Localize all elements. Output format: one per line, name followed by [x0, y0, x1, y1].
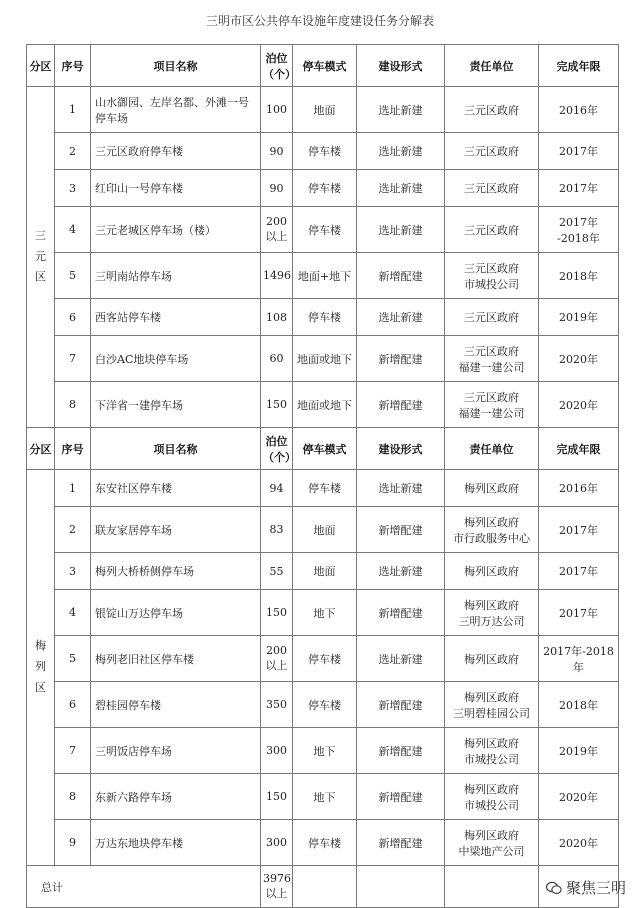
- parking-mode-cell: 地面或地下: [293, 382, 357, 428]
- table-row: [27, 774, 619, 820]
- unit-line2: 三明万达公司: [458, 614, 525, 628]
- completion-year-cell: [539, 470, 619, 507]
- total-spaces: [261, 866, 293, 908]
- watermark-text: 聚焦三明: [565, 879, 626, 897]
- build-form-cell: 新增配建: [357, 507, 445, 553]
- seq-cell: 6: [55, 682, 91, 728]
- completion-year-cell: [539, 590, 619, 636]
- parking-task-table: [26, 44, 619, 908]
- spaces-line1: 90: [269, 181, 284, 195]
- spaces-cell: [261, 207, 293, 253]
- district-char: 梅: [35, 639, 46, 653]
- year-line1: 2016年: [559, 103, 598, 117]
- unit-line2: 市行政服务中心: [453, 531, 530, 545]
- project-name-cell: [91, 728, 261, 774]
- build-form-cell: 新增配建: [357, 774, 445, 820]
- header-spaces-line2: （个）: [263, 67, 296, 81]
- unit-line2: 福建一建公司: [458, 360, 525, 374]
- build-form-cell: 新增配建: [357, 590, 445, 636]
- project-name-line1: 三元区政府停车楼: [95, 145, 183, 158]
- table-row: [27, 170, 619, 207]
- parking-mode-cell: 停车楼: [293, 470, 357, 507]
- unit-line2: 市城投公司: [464, 752, 519, 766]
- spaces-line1: 108: [266, 310, 287, 324]
- seq-cell: 7: [55, 336, 91, 382]
- year-line1: 2020年: [559, 790, 598, 804]
- responsible-unit-cell: [445, 170, 539, 207]
- district-char: 区: [35, 270, 46, 284]
- spaces-line2: 以上: [265, 230, 288, 243]
- spaces-cell: [261, 336, 293, 382]
- spaces-cell: [261, 820, 293, 866]
- project-name-line1: 梅列老旧社区停车楼: [95, 652, 194, 666]
- seq-cell: 5: [55, 636, 91, 682]
- year-line1: 2017年: [559, 182, 598, 195]
- wechat-icon: [546, 881, 562, 895]
- table-body: [27, 45, 619, 908]
- parking-mode-cell: 停车楼: [293, 636, 357, 682]
- project-name-cell: [91, 299, 261, 336]
- responsible-unit-cell: [445, 299, 539, 336]
- completion-year-cell: [539, 820, 619, 866]
- responsible-unit-cell: [445, 87, 539, 133]
- page-title: 三明市区公共停车设施年度建设任务分解表: [205, 14, 434, 28]
- completion-year-cell: [539, 170, 619, 207]
- unit-line1: 三元区政府: [464, 182, 519, 195]
- unit-line1: 三元区政府: [464, 103, 519, 117]
- district-char: 元: [35, 249, 46, 263]
- seq-cell: 4: [55, 207, 91, 253]
- responsible-unit-cell: [445, 636, 539, 682]
- completion-year-cell: [539, 253, 619, 299]
- build-form-cell: 选址新建: [357, 299, 445, 336]
- spaces-cell: [261, 470, 293, 507]
- build-form-cell: 选址新建: [357, 170, 445, 207]
- spaces-cell: [261, 87, 293, 133]
- spaces-cell: [261, 636, 293, 682]
- table-row: [27, 553, 619, 590]
- unit-line2: 福建一建公司: [458, 406, 525, 420]
- build-form-cell: 新增配建: [357, 682, 445, 728]
- completion-year-cell: [539, 636, 619, 682]
- responsible-unit-cell: [445, 207, 539, 253]
- district-char: 三: [35, 228, 46, 242]
- year-line1: 2019年: [559, 744, 598, 758]
- project-name-line1: 东安社区停车楼: [95, 482, 172, 495]
- spaces-line1: 300: [266, 744, 287, 757]
- seq-cell: 2: [55, 507, 91, 553]
- parking-mode-cell: 地下: [293, 728, 357, 774]
- total-spaces-line1: 3976: [263, 872, 291, 885]
- unit-line1: 三元区政府: [464, 344, 519, 358]
- parking-mode-cell: 地面+地下: [293, 253, 357, 299]
- project-name-cell: [91, 170, 261, 207]
- seq-cell: 9: [55, 820, 91, 866]
- header-spaces-line1: 泊位: [265, 434, 288, 448]
- completion-year-cell: [539, 728, 619, 774]
- header-row: [27, 428, 619, 470]
- header-seq: 序号: [55, 45, 91, 87]
- seq-cell: 8: [55, 774, 91, 820]
- table-row: [27, 336, 619, 382]
- unit-line1: 梅列区政府: [464, 690, 519, 704]
- unit-line1: 梅列区政府: [464, 828, 519, 842]
- parking-mode-cell: 地面: [293, 553, 357, 590]
- completion-year-cell: [539, 336, 619, 382]
- year-line1: 2017年-2018: [543, 644, 614, 658]
- year-line1: 2020年: [559, 836, 598, 850]
- table-row: [27, 728, 619, 774]
- parking-mode-cell: 地面或地下: [293, 336, 357, 382]
- completion-year-cell: [539, 553, 619, 590]
- spaces-cell: [261, 728, 293, 774]
- unit-line1: 三元区政府: [464, 311, 519, 324]
- spaces-cell: [261, 774, 293, 820]
- table-row: [27, 507, 619, 553]
- project-name-line1: 东新六路停车场: [95, 790, 172, 804]
- seq-cell: 1: [55, 470, 91, 507]
- seq-cell: 6: [55, 299, 91, 336]
- year-line1: 2017年: [559, 215, 598, 229]
- district-cell: [27, 87, 55, 428]
- build-form-cell: 新增配建: [357, 382, 445, 428]
- unit-line2: 中梁地产公司: [458, 844, 525, 858]
- seq-cell: 7: [55, 728, 91, 774]
- header-unit: 责任单位: [445, 45, 539, 87]
- header-district: 分区: [27, 45, 55, 87]
- table-row: [27, 382, 619, 428]
- unit-line1: 三元区政府: [464, 261, 519, 275]
- parking-mode-cell: 地面: [293, 507, 357, 553]
- watermark: [546, 877, 626, 898]
- table-row: [27, 87, 619, 133]
- project-name-line1: 西客站停车楼: [95, 311, 161, 324]
- empty-cell: [293, 866, 357, 908]
- project-name-cell: [91, 636, 261, 682]
- header-name: 项目名称: [91, 45, 261, 87]
- responsible-unit-cell: [445, 728, 539, 774]
- spaces-line1: 150: [266, 790, 287, 803]
- build-form-cell: 选址新建: [357, 133, 445, 170]
- year-line1: 2016年: [559, 482, 598, 495]
- unit-line2: 三明碧桂园公司: [453, 706, 530, 720]
- unit-line1: 梅列区政府: [464, 515, 519, 529]
- project-name-cell: [91, 553, 261, 590]
- spaces-line1: 1496: [263, 269, 291, 282]
- parking-mode-cell: 地下: [293, 590, 357, 636]
- responsible-unit-cell: [445, 774, 539, 820]
- parking-mode-cell: 停车楼: [293, 133, 357, 170]
- completion-year-cell: [539, 299, 619, 336]
- year-line2: -2018年: [557, 231, 600, 245]
- total-spaces-line2: 以上: [265, 887, 288, 900]
- completion-year-cell: [539, 682, 619, 728]
- header-mode: 停车模式: [293, 45, 357, 87]
- completion-year-cell: [539, 133, 619, 170]
- completion-year-cell: [539, 87, 619, 133]
- parking-mode-cell: 停车楼: [293, 820, 357, 866]
- year-line1: 2018年: [559, 698, 598, 712]
- spaces-line1: 100: [266, 103, 287, 116]
- responsible-unit-cell: [445, 553, 539, 590]
- year-line1: 2020年: [559, 352, 598, 366]
- unit-line1: 梅列区政府: [464, 736, 519, 750]
- year-line1: 2017年: [559, 145, 598, 158]
- seq-cell: 3: [55, 170, 91, 207]
- project-name-cell: [91, 382, 261, 428]
- header-spaces: [261, 428, 296, 470]
- project-name-cell: [91, 774, 261, 820]
- table-row: [27, 590, 619, 636]
- table-row: [27, 682, 619, 728]
- unit-line2: 市城投公司: [464, 277, 519, 291]
- spaces-cell: [261, 553, 293, 590]
- spaces-line1: 55: [269, 564, 284, 578]
- spaces-cell: [261, 133, 293, 170]
- total-label: 总计: [27, 866, 261, 908]
- project-name-line2: 停车场: [95, 111, 128, 125]
- spaces-cell: [261, 682, 293, 728]
- spaces-cell: [261, 170, 293, 207]
- responsible-unit-cell: [445, 253, 539, 299]
- parking-mode-cell: 停车楼: [293, 170, 357, 207]
- responsible-unit-cell: [445, 820, 539, 866]
- seq-cell: 2: [55, 133, 91, 170]
- project-name-line1: 下洋省一建停车场: [95, 398, 183, 412]
- district-char: 列: [35, 660, 46, 674]
- spaces-line1: 83: [269, 523, 284, 536]
- spaces-line1: 350: [266, 698, 287, 711]
- empty-cell: [357, 866, 445, 908]
- header-year: 完成年限: [539, 45, 619, 87]
- header-district: 分区: [27, 428, 55, 470]
- responsible-unit-cell: [445, 507, 539, 553]
- header-spaces: [261, 45, 296, 87]
- year-line1: 2019年: [559, 311, 598, 324]
- build-form-cell: 新增配建: [357, 336, 445, 382]
- empty-cell: [445, 866, 539, 908]
- parking-mode-cell: 地面: [293, 87, 357, 133]
- project-name-cell: [91, 820, 261, 866]
- parking-mode-cell: 停车楼: [293, 299, 357, 336]
- spaces-line1: 150: [266, 606, 287, 619]
- parking-mode-cell: 停车楼: [293, 682, 357, 728]
- district-cell: [27, 470, 55, 866]
- table-row: [27, 133, 619, 170]
- project-name-cell: [91, 87, 261, 133]
- unit-line1: 梅列区政府: [464, 482, 519, 495]
- year-line1: 2020年: [559, 398, 598, 412]
- spaces-cell: [261, 382, 293, 428]
- completion-year-cell: [539, 207, 619, 253]
- year-line1: 2017年: [559, 606, 598, 620]
- spaces-line2: 以上: [265, 659, 288, 672]
- build-form-cell: 选址新建: [357, 553, 445, 590]
- project-name-line1: 三明饭店停车场: [95, 744, 172, 758]
- parking-mode-cell: 地下: [293, 774, 357, 820]
- spaces-line1: 90: [269, 144, 284, 158]
- seq-cell: 5: [55, 253, 91, 299]
- project-name-line1: 万达东地块停车楼: [95, 836, 183, 850]
- project-name-line1: 碧桂园停车楼: [95, 698, 161, 712]
- project-name-line1: 梅列大桥桥侧停车场: [95, 565, 194, 578]
- header-unit: 责任单位: [445, 428, 539, 470]
- table-row: [27, 470, 619, 507]
- header-year: 完成年限: [539, 428, 619, 470]
- seq-cell: 1: [55, 87, 91, 133]
- unit-line1: 梅列区政府: [464, 652, 519, 666]
- project-name-line1: 银锭山万达停车场: [95, 606, 183, 620]
- project-name-cell: [91, 336, 261, 382]
- header-name: 项目名称: [91, 428, 261, 470]
- table-row: [27, 820, 619, 866]
- table-row: [27, 253, 619, 299]
- spaces-line1: 200: [266, 215, 287, 228]
- completion-year-cell: [539, 507, 619, 553]
- spaces-line1: 150: [266, 398, 287, 411]
- year-line1: 2018年: [559, 269, 598, 283]
- year-line1: 2017年: [559, 523, 598, 537]
- parking-mode-cell: 停车楼: [293, 207, 357, 253]
- build-form-cell: 新增配建: [357, 253, 445, 299]
- year-line2: 年: [573, 660, 584, 674]
- spaces-line1: 94: [269, 481, 284, 495]
- year-line1: 2017年: [559, 565, 598, 578]
- spaces-cell: [261, 507, 293, 553]
- seq-cell: 8: [55, 382, 91, 428]
- unit-line1: 三元区政府: [464, 223, 519, 237]
- project-name-cell: [91, 590, 261, 636]
- unit-line1: 梅列区政府: [464, 598, 519, 612]
- district-char: 区: [35, 680, 46, 694]
- project-name-cell: [91, 133, 261, 170]
- spaces-cell: [261, 299, 293, 336]
- spaces-line1: 300: [266, 836, 287, 849]
- project-name-line1: 白沙AC地块停车场: [95, 352, 189, 366]
- table-row: [27, 636, 619, 682]
- project-name-line1: 联友家居停车场: [95, 523, 172, 537]
- unit-line1: 三元区政府: [464, 145, 519, 158]
- table-row: [27, 299, 619, 336]
- spaces-line1: 200: [266, 644, 287, 657]
- project-name-cell: [91, 253, 261, 299]
- build-form-cell: 选址新建: [357, 87, 445, 133]
- header-mode: 停车模式: [293, 428, 357, 470]
- header-build: 建设形式: [357, 45, 445, 87]
- spaces-cell: [261, 253, 293, 299]
- header-row: [27, 45, 619, 87]
- completion-year-cell: [539, 382, 619, 428]
- seq-cell: 4: [55, 590, 91, 636]
- project-name-line1: 三明南站停车场: [95, 269, 172, 283]
- project-name-line1: 三元老城区停车场（楼）: [95, 223, 216, 237]
- build-form-cell: 新增配建: [357, 820, 445, 866]
- responsible-unit-cell: [445, 470, 539, 507]
- header-spaces-line1: 泊位: [265, 51, 288, 65]
- build-form-cell: 新增配建: [357, 728, 445, 774]
- total-row: [27, 866, 619, 908]
- project-name-cell: [91, 470, 261, 507]
- responsible-unit-cell: [445, 382, 539, 428]
- responsible-unit-cell: [445, 336, 539, 382]
- seq-cell: 3: [55, 553, 91, 590]
- responsible-unit-cell: [445, 682, 539, 728]
- unit-line2: 市城投公司: [464, 798, 519, 812]
- table-row: [27, 207, 619, 253]
- build-form-cell: 选址新建: [357, 470, 445, 507]
- responsible-unit-cell: [445, 590, 539, 636]
- completion-year-cell: [539, 774, 619, 820]
- unit-line1: 三元区政府: [464, 390, 519, 404]
- project-name-line1: 山水御园、左岸名都、外滩一号: [95, 95, 249, 109]
- project-name-cell: [91, 682, 261, 728]
- project-name-cell: [91, 207, 261, 253]
- project-name-cell: [91, 507, 261, 553]
- build-form-cell: 选址新建: [357, 636, 445, 682]
- build-form-cell: 选址新建: [357, 207, 445, 253]
- header-spaces-line2: （个）: [263, 450, 296, 464]
- project-name-line1: 红印山一号停车楼: [95, 182, 183, 195]
- unit-line1: 梅列区政府: [464, 782, 519, 796]
- unit-line1: 梅列区政府: [464, 565, 519, 578]
- responsible-unit-cell: [445, 133, 539, 170]
- spaces-cell: [261, 590, 293, 636]
- header-seq: 序号: [55, 428, 91, 470]
- spaces-line1: 60: [269, 352, 284, 365]
- header-build: 建设形式: [357, 428, 445, 470]
